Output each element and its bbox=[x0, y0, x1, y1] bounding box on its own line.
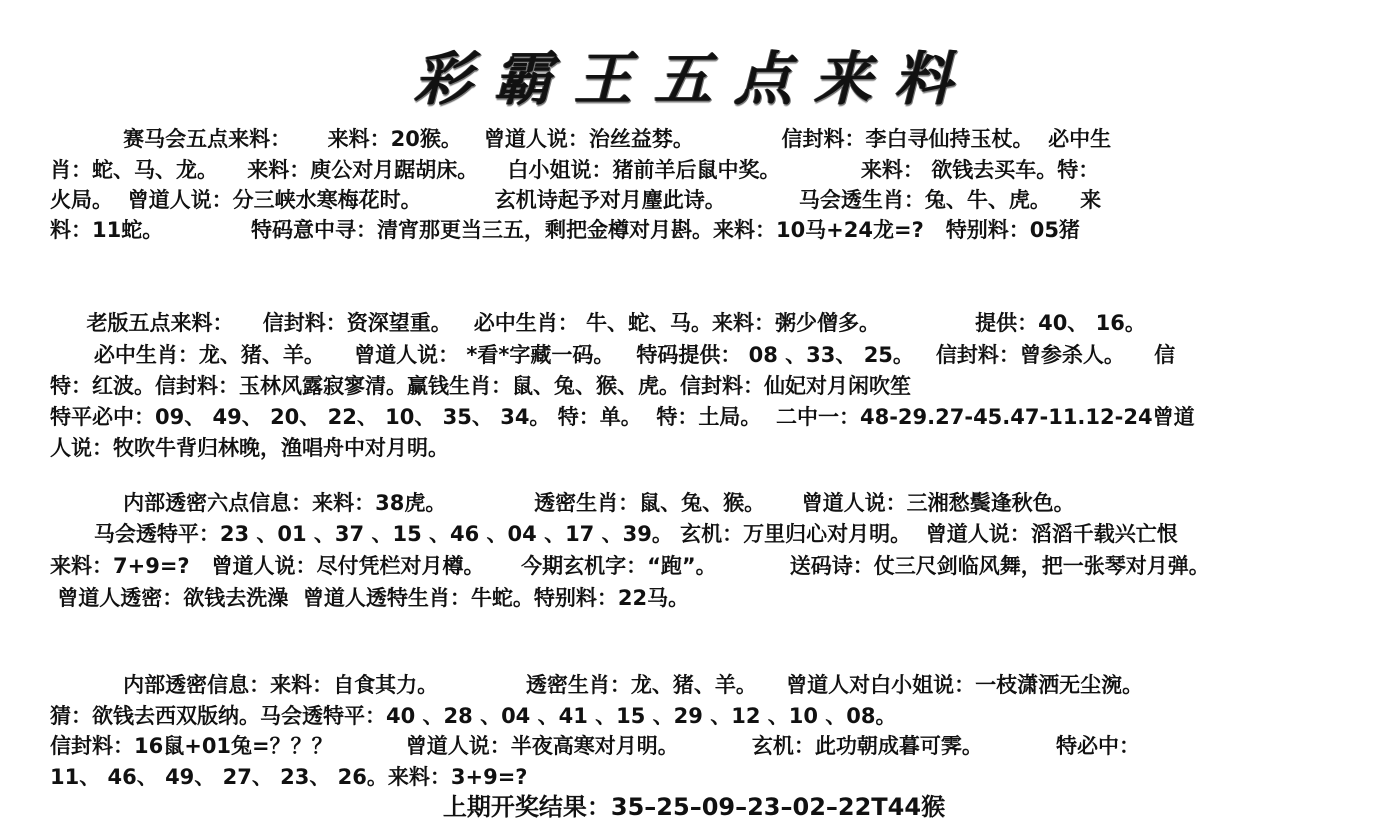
text-line: 特：红波。信封料：玉林风露寂寥清。赢钱生肖：鼠、兔、猴、虎。信封料：仙妃对月闲吹笙 bbox=[50, 374, 911, 398]
text-line: 火局。 曾道人说：分三峡水寒梅花时。 玄机诗起予对月麈此诗。 马会透生肖：兔、牛、虎。 来 bbox=[50, 188, 1102, 212]
text-line: 来料：7+9=? 曾道人说：尽付凭栏对月樽。 今期玄机字：“跑”。 送码诗：仗三尺剑临风舞，把一张琴对月弹。 bbox=[50, 554, 1210, 578]
text-line: 肖：蛇、马、龙。 来料：庾公对月踞胡床。 白小姐说：猪前羊后鼠中奖。 来料： 欲钱去买车。特： bbox=[50, 158, 1100, 182]
text-line: 必中生肖：龙、猪、羊。 曾道人说： *看*字藏一码。 特码提供： 08 、33、 25。 信封料：曾参杀人。 信 bbox=[50, 343, 1176, 367]
text-line: 人说：牧吹牛背归林晚，渔唱舟中对月明。 bbox=[50, 436, 449, 460]
page-title: 彩霸王五点来料 bbox=[413, 45, 974, 113]
text-line: 曾道人透密：欲钱去洗澡 曾道人透特生肖：牛蛇。特别料：22马。 bbox=[50, 586, 690, 610]
text-line: 内部透密六点信息：来料：38虎。 透密生肖：鼠、兔、猴。 曾道人说：三湘愁鬓逢秋色。 bbox=[50, 491, 1075, 515]
last-draw-result: 上期开奖结果：35–25–09–23–02–22T44猴 bbox=[442, 793, 946, 821]
text-line: 料：11蛇。 特码意中寻：清宵那更当三五，剩把金樽对月斟。来料：10马+24龙=? 特别料：05猪 bbox=[50, 218, 1080, 242]
text-line: 11、 46、 49、 27、 23、 26。来料：3+9=? bbox=[50, 765, 528, 789]
text-line: 马会透特平：23 、01 、37 、15 、46 、04 、17 、39。 玄机：万里归心对月明。 曾道人说：滔滔千载兴亡恨 bbox=[50, 522, 1178, 546]
text-line: 特平必中：09、 49、 20、 22、 10、 35、 34。 特：单。 特：土局。 二中一：48-29.27-45.47-11.12-24曾道 bbox=[50, 405, 1195, 429]
text-line: 老版五点来料： 信封料：资深望重。 必中生肖： 牛、蛇、马。来料：粥少僧多。 提供：40、 16。 bbox=[50, 311, 1146, 335]
text-line: 猜：欲钱去西双版纳。马会透特平：40 、28 、04 、41 、15 、29 、12 、10 、08。 bbox=[50, 704, 897, 728]
text-line: 内部透密信息：来料：自食其力。 透密生肖：龙、猪、羊。 曾道人对白小姐说：一枝潇洒无尘涴。 bbox=[50, 673, 1144, 697]
text-line: 赛马会五点来料： 来料：20猴。 曾道人说：治丝益棼。 信封料：李白寻仙持玉杖。 必中生 bbox=[50, 127, 1112, 151]
text-line: 信封料：16鼠+01兔=？？？ 曾道人说：半夜高寒对月明。 玄机：此功朝成暮可霁。 特必中： bbox=[50, 734, 1140, 758]
